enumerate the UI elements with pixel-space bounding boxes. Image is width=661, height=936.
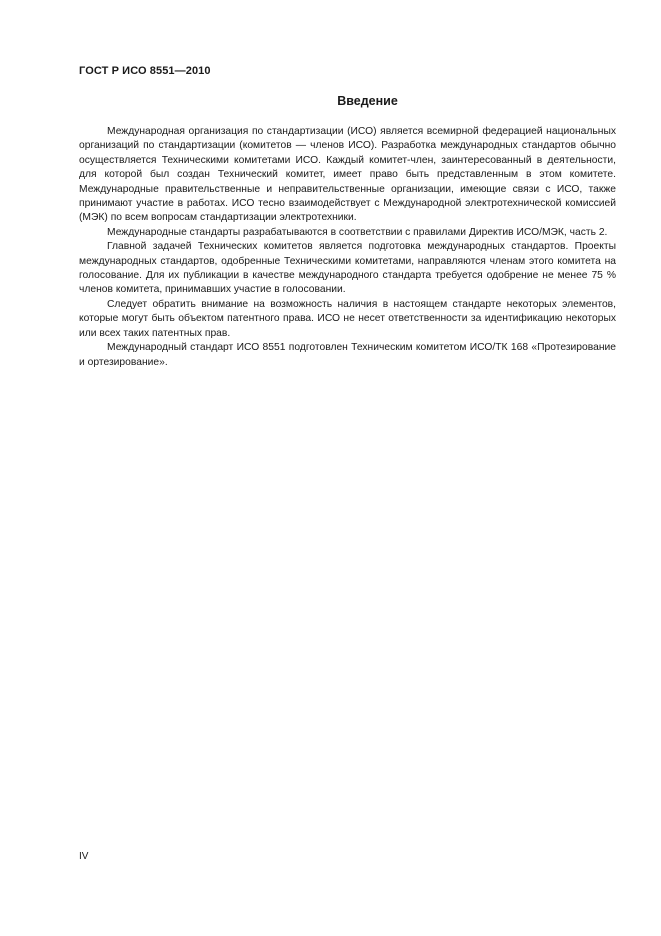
section-title: Введение: [337, 94, 398, 108]
paragraph-directives: Международные стандарты разрабатываются в соответствии с правилами Директив ИСО/МЭК, часть 2.: [107, 226, 608, 238]
standard-code-header: ГОСТ Р ИСО 8551—2010: [79, 65, 211, 77]
paragraph-technical-committees: Главной задачей Технических комитетов является подготовка международных стандартов. Проекты международных стандартов, одобренные Техническими комитетами, направляются членам этого комитета на голосование. Для их публикации в качестве международного стандарта требуется одобрение не менее 75 % членов комитета, принимавших участие в голосовании.: [79, 241, 616, 296]
body-text: [79, 125, 616, 370]
paragraph-standard-preparation: Международный стандарт ИСО 8551 подготовлен Техническим комитетом ИСО/ТК 168 «Протезирование и ортезирование».: [79, 342, 616, 368]
paragraph-patent-rights: Следует обратить внимание на возможность наличия в настоящем стандарте некоторых элементов, которые могут быть объектом патентного права. ИСО не несет ответственности за идентификацию некоторых или всех таких патентных прав.: [79, 298, 616, 339]
paragraph-iso-overview: Международная организация по стандартизации (ИСО) является всемирной федерацией национальных организаций по стандартизации (комитетов — членов ИСО). Разработка международных стандартов обычно осуществляется Техническими комитетами ИСО. Каждый комитет-член, заинтересованный в деятельности, для которой был создан Технический комитет, имеет право быть представленным в этом комитете. Международные правительственные и неправительственные организации, имеющие связи с ИСО, также принимают участие в работах. ИСО тесно взаимодействует с Международной электротехнической комиссией (МЭК) по всем вопросам стандартизации электротехники.: [79, 126, 616, 224]
page-number: IV: [79, 851, 89, 862]
